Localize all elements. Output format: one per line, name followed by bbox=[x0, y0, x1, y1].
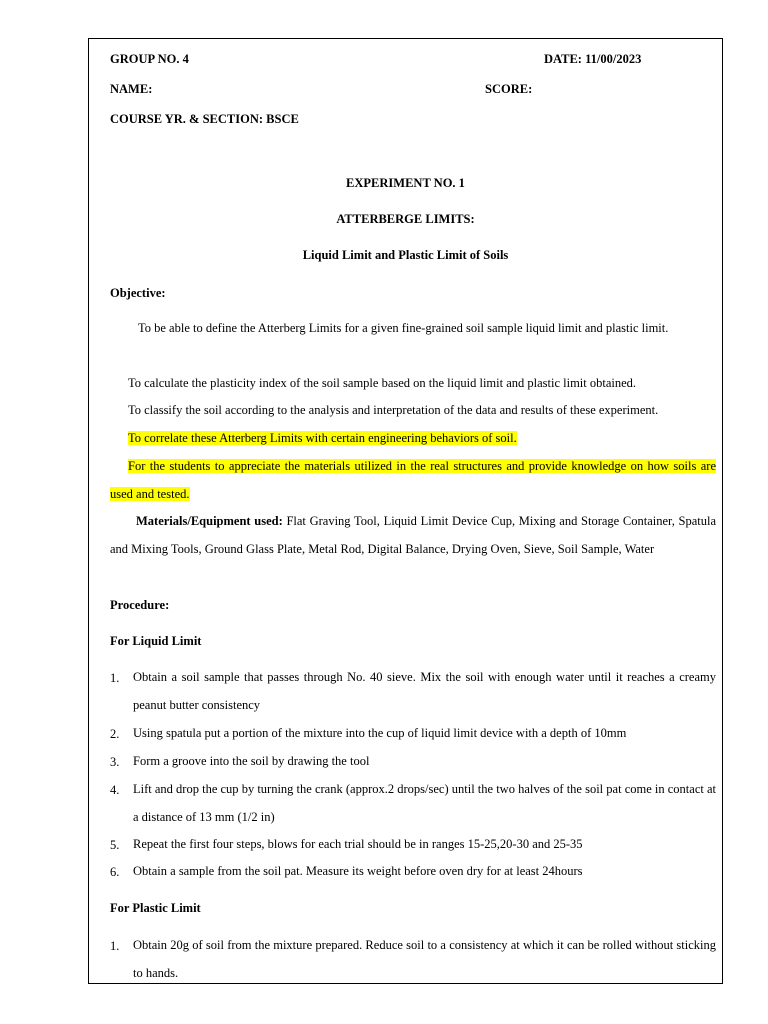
liquid-step-3: Form a groove into the soil by drawing the tool bbox=[133, 754, 370, 768]
course-section-field: COURSE YR. & SECTION: BSCE bbox=[110, 112, 299, 126]
objective-paragraph-4 bbox=[110, 425, 716, 453]
plastic-step-1: Obtain 20g of soil from the mixture prepared. Reduce soil to a consistency at which it can be rolled without sticking to hands. bbox=[133, 938, 716, 980]
objective-paragraph-3: To classify the soil according to the analysis and interpretation of the data and results of these experiment. bbox=[128, 403, 659, 417]
objective-paragraph-5 bbox=[110, 453, 716, 508]
experiment-subtitle: Liquid Limit and Plastic Limit of Soils bbox=[302, 248, 509, 262]
step-number: 1. bbox=[110, 671, 120, 685]
highlighted-text: For the students to appreciate the materials utilized in the real structures and provide knowledge on how soils are used and tested. bbox=[110, 459, 716, 501]
liquid-step-2: Using spatula put a portion of the mixture into the cup of liquid limit device with a depth of 10mm bbox=[133, 726, 627, 740]
objective-paragraph-2: To calculate the plasticity index of the soil sample based on the liquid limit and plastic limit obtained. bbox=[128, 376, 637, 390]
materials-paragraph bbox=[110, 508, 716, 563]
experiment-title: ATTERBERGE LIMITS: bbox=[336, 212, 475, 226]
score-field: SCORE: bbox=[485, 82, 533, 96]
step-number: 4. bbox=[110, 783, 120, 797]
materials-list: Flat Graving Tool, Liquid Limit Device Cup, Mixing and Storage Container, Spatula and Mixing Tools, Ground Glass Plate, Metal Rod, Digital Balance, Drying Oven, Sieve, Soil Sample, Water bbox=[110, 514, 717, 556]
liquid-step-4: Lift and drop the cup by turning the crank (approx.2 drops/sec) until the two halves of the soil pat come in contact at a distance of 13 mm (1/2 in) bbox=[133, 782, 716, 824]
group-number: GROUP NO. 4 bbox=[110, 52, 189, 66]
liquid-limit-heading: For Liquid Limit bbox=[110, 634, 202, 648]
step-number: 5. bbox=[110, 838, 120, 852]
objective-paragraph-1: To be able to define the Atterberg Limits for a given fine-grained soil sample liquid limit and plastic limit. bbox=[138, 321, 669, 335]
step-number: 1. bbox=[110, 939, 120, 953]
liquid-step-1: Obtain a soil sample that passes through No. 40 sieve. Mix the soil with enough water until it reaches a creamy peanut butter consistency bbox=[133, 670, 716, 712]
step-number: 3. bbox=[110, 755, 120, 769]
experiment-number: EXPERIMENT NO. 1 bbox=[346, 176, 465, 190]
procedure-heading: Procedure: bbox=[110, 598, 170, 612]
plastic-limit-heading: For Plastic Limit bbox=[110, 901, 201, 915]
liquid-step-5: Repeat the first four steps, blows for each trial should be in ranges 15-25,20-30 and 25-35 bbox=[133, 837, 583, 851]
name-field: NAME: bbox=[110, 82, 153, 96]
step-number: 6. bbox=[110, 865, 120, 879]
highlighted-text: To correlate these Atterberg Limits with certain engineering behaviors of soil. bbox=[128, 431, 517, 445]
materials-label: Materials/Equipment used: bbox=[136, 514, 283, 528]
objective-heading: Objective: bbox=[110, 286, 166, 300]
liquid-step-6: Obtain a sample from the soil pat. Measure its weight before oven dry for at least 24hours bbox=[133, 864, 583, 878]
date-field: DATE: 11/00/2023 bbox=[544, 52, 642, 66]
step-number: 2. bbox=[110, 727, 120, 741]
